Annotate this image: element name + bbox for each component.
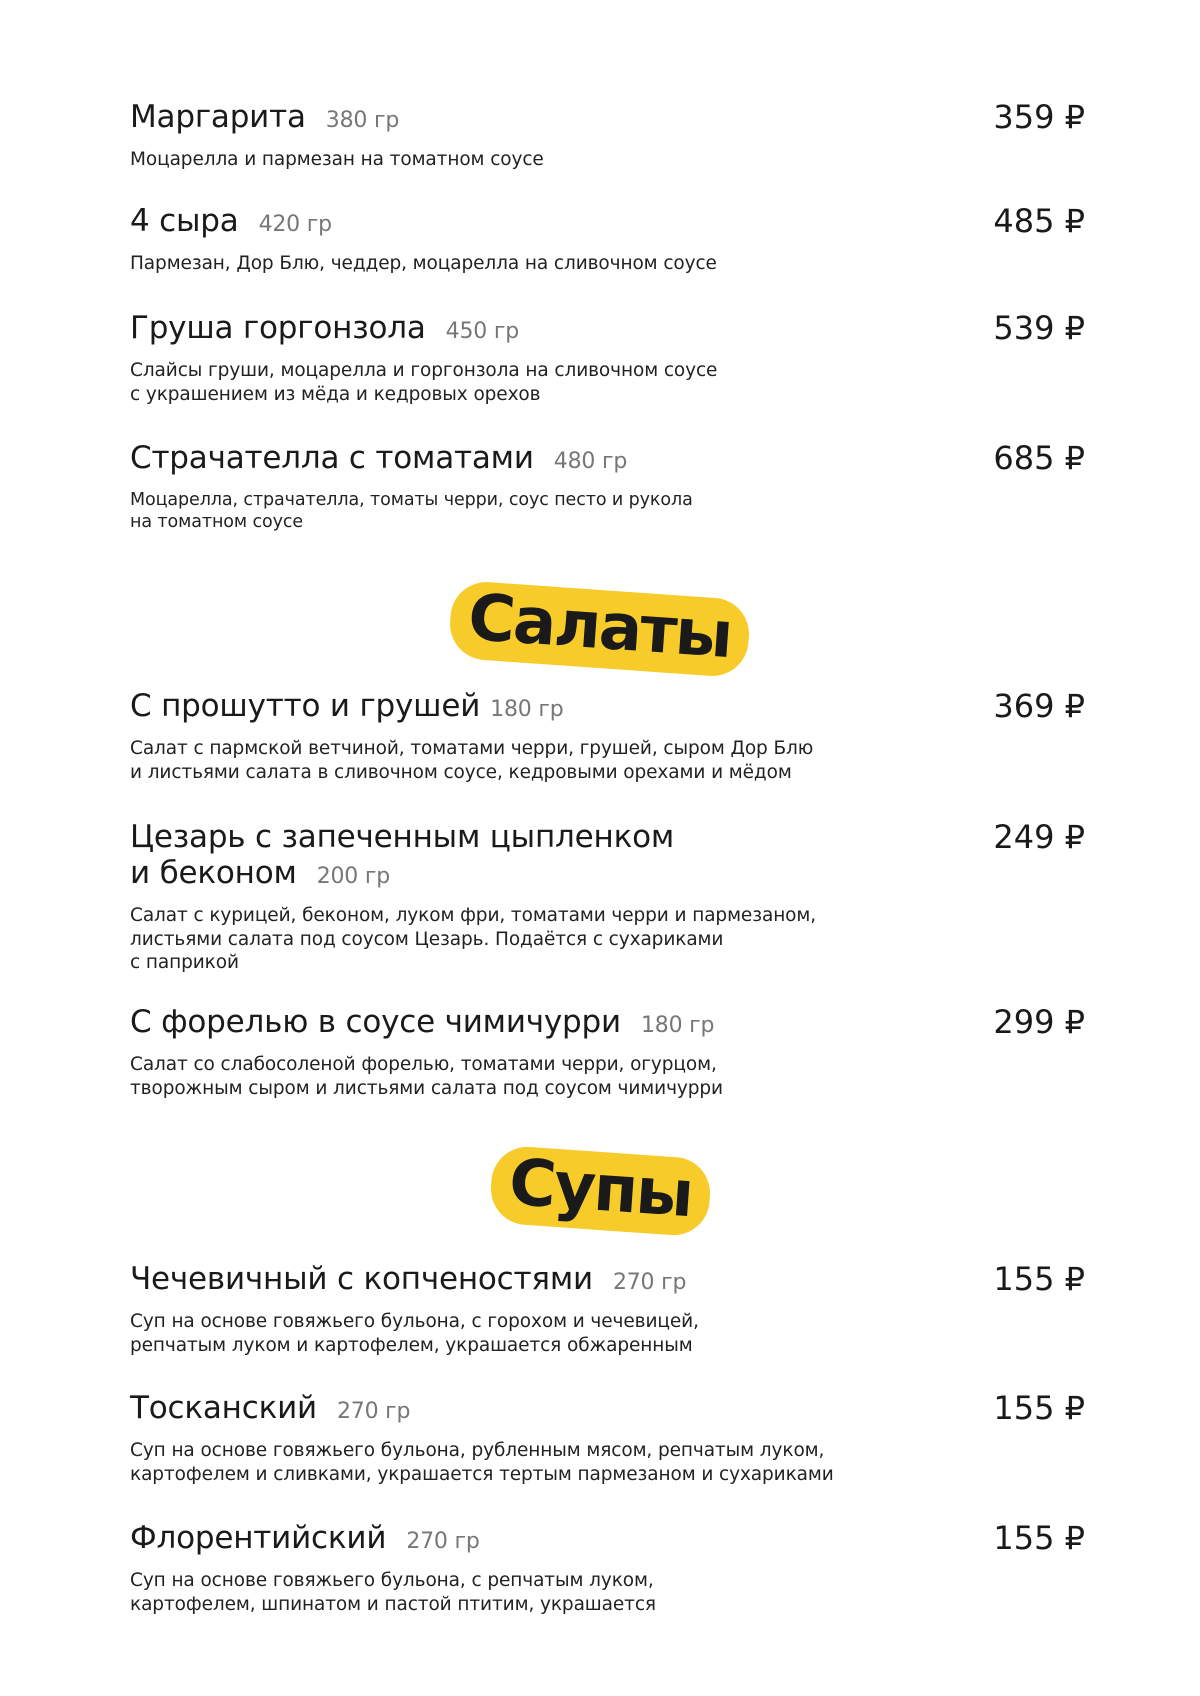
item-name: Страчателла с томатами — [130, 440, 534, 476]
section-header-soups — [0, 1145, 1200, 1233]
item-name: С прошутто и грушей — [130, 688, 481, 724]
item-title — [130, 203, 1090, 243]
item-title — [130, 688, 1090, 728]
menu-item-trout-chimichurri — [130, 1004, 1090, 1100]
menu-item-caesar — [130, 819, 1090, 975]
section-header-salads — [0, 580, 1200, 674]
item-price: 155 ₽ — [993, 1260, 1085, 1298]
desc-line: Слайсы груши, моцарелла и горгонзола на сливочном соусе — [130, 360, 718, 381]
item-title — [130, 1520, 1090, 1560]
item-description — [130, 1569, 1090, 1616]
desc-line: с украшением из мёда и кедровых орехов — [130, 383, 541, 405]
desc-line: картофелем, шпинатом и пастой птитим, украшается — [130, 1593, 656, 1615]
item-description — [130, 1310, 1090, 1357]
desc-line: Моцарелла и пармезан на томатном соусе — [130, 149, 544, 170]
item-description — [130, 148, 1090, 172]
menu-item-florentine-soup — [130, 1520, 1090, 1616]
item-description — [130, 359, 1090, 406]
item-weight: 380 гр — [325, 108, 400, 133]
desc-line: картофелем и сливками, украшается тертым пармезаном и сухариками — [130, 1463, 834, 1485]
item-weight: 180 гр — [490, 697, 564, 722]
item-weight: 270 гр — [612, 1270, 687, 1295]
item-title — [130, 440, 1090, 480]
desc-line: с паприкой — [130, 952, 239, 973]
item-title — [130, 310, 1090, 350]
item-name-line2: и беконом — [130, 855, 297, 891]
item-price: 155 ₽ — [993, 1389, 1085, 1427]
item-name: Маргарита — [130, 99, 306, 135]
item-name: Тосканский — [130, 1390, 317, 1426]
desc-line: и листьями салата в сливочном соусе, кедровыми орехами и мёдом — [130, 761, 792, 783]
item-title — [130, 819, 1090, 895]
menu-item-margarita — [130, 99, 1090, 172]
item-price: 299 ₽ — [993, 1003, 1085, 1041]
item-weight: 450 гр — [445, 319, 519, 344]
item-price: 685 ₽ — [993, 439, 1085, 477]
item-weight: 480 гр — [553, 449, 628, 474]
item-weight: 420 гр — [258, 212, 332, 237]
menu-item-4-cheese — [130, 203, 1090, 276]
item-description — [130, 737, 1090, 784]
desc-line: репчатым луком и картофелем, украшается обжаренным — [130, 1334, 693, 1356]
item-name-line1: Цезарь с запеченным цыпленком — [130, 819, 675, 855]
desc-line: Моцарелла, страчателла, томаты черри, соус песто и рукола — [130, 490, 693, 510]
item-description — [130, 1439, 1090, 1486]
item-price: 249 ₽ — [993, 818, 1085, 856]
menu-item-stracciatella — [130, 440, 1090, 533]
menu-item-pear-gorgonzola — [130, 310, 1090, 406]
item-description — [130, 1053, 1090, 1100]
item-title — [130, 1261, 1090, 1301]
item-title — [130, 1004, 1090, 1044]
desc-line: Суп на основе говяжьего бульона, с репчатым луком, — [130, 1570, 654, 1591]
item-name: Груша горгонзола — [130, 310, 426, 346]
menu-item-lentil-soup — [130, 1261, 1090, 1357]
desc-line: Салат с курицей, беконом, луком фри, томатами черри и пармезаном, — [130, 905, 817, 926]
item-weight: 200 гр — [316, 864, 391, 889]
desc-line: Суп на основе говяжьего бульона, с горохом и чечевицей, — [130, 1311, 699, 1332]
item-name: Чечевичный с копченостями — [130, 1261, 593, 1297]
desc-line: творожным сыром и листьями салата под соусом чимичурри — [130, 1077, 723, 1099]
section-title-soups: Супы — [488, 1144, 712, 1237]
item-name: С форелью в соусе чимичурри — [130, 1004, 621, 1040]
item-weight: 180 гр — [640, 1013, 715, 1038]
item-title — [130, 99, 1090, 139]
desc-line: Суп на основе говяжьего бульона, рубленным мясом, репчатым луком, — [130, 1440, 825, 1461]
desc-line: на томатном соусе — [130, 512, 304, 532]
item-description — [130, 489, 1090, 533]
item-price: 155 ₽ — [993, 1519, 1085, 1557]
desc-line: Салат с пармской ветчиной, томатами черри, грушей, сыром Дор Блю — [130, 738, 814, 759]
menu-item-prosciutto-pear — [130, 688, 1090, 784]
item-name: Флорентийский — [130, 1520, 387, 1556]
desc-line: листьями салата под соусом Цезарь. Подаётся с сухариками — [130, 928, 724, 950]
section-title-salads: Салаты — [448, 580, 752, 679]
item-price: 485 ₽ — [993, 202, 1085, 240]
item-description — [130, 904, 1090, 975]
item-description — [130, 252, 1090, 276]
item-price: 539 ₽ — [993, 309, 1085, 347]
desc-line: Пармезан, Дор Блю, чеддер, моцарелла на сливочном соусе — [130, 253, 717, 274]
item-price: 369 ₽ — [993, 687, 1085, 725]
menu-item-tuscan-soup — [130, 1390, 1090, 1486]
item-price: 359 ₽ — [993, 98, 1085, 136]
item-weight: 270 гр — [337, 1399, 411, 1424]
item-title — [130, 1390, 1090, 1430]
item-name: 4 сыра — [130, 203, 239, 239]
desc-line: Салат со слабосоленой форелью, томатами черри, огурцом, — [130, 1054, 717, 1075]
item-weight: 270 гр — [406, 1529, 480, 1554]
